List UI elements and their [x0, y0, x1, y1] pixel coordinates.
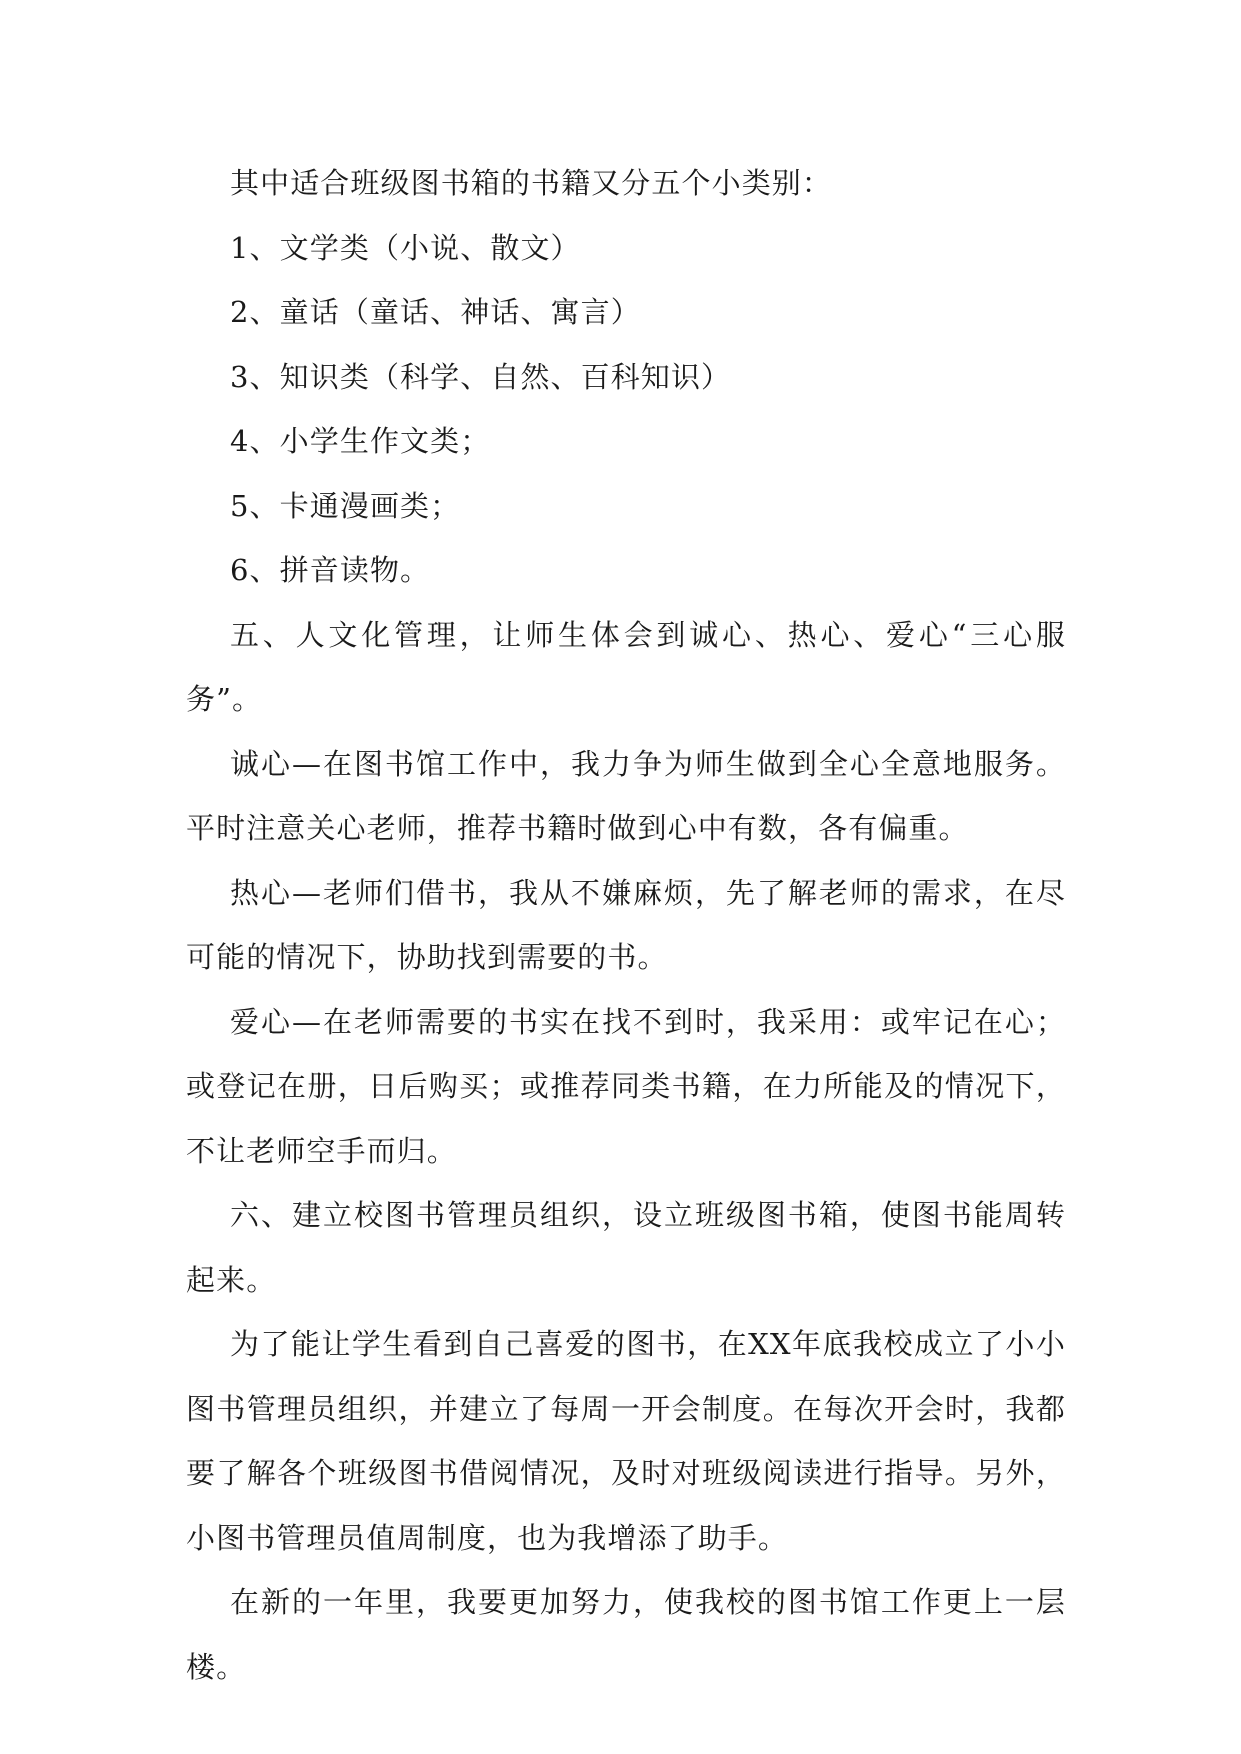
paragraph-librarian-org: 为了能让学生看到自己喜爱的图书，在XX年底我校成立了小小图书管理员组织，并建立了每周一开会制度。在每次开会时，我都要了解各个班级图书借阅情况，及时对班级阅读进行指导。另外，小图书管理员值周制度，也为我增添了助手。 [186, 1327, 1066, 1555]
list-item-pinyin: 6、拼音读物。 [230, 553, 431, 587]
document-body [186, 151, 1066, 1699]
paragraph-closing: 在新的一年里，我要更加努力，使我校的图书馆工作更上一层楼。 [186, 1585, 1066, 1684]
paragraph-love: 爱心—在老师需要的书实在找不到时，我采用：或牢记在心；或登记在册，日后购买；或推荐同类书籍，在力所能及的情况下，不让老师空手而归。 [186, 1004, 1066, 1168]
paragraph-enthusiasm: 热心—老师们借书，我从不嫌麻烦，先了解老师的需求，在尽可能的情况下，协助找到需要的书。 [186, 875, 1066, 974]
list-item-literature: 1、文学类（小说、散文） [230, 230, 581, 265]
paragraph-intro: 其中适合班级图书箱的书籍又分五个小类别： [230, 166, 833, 200]
list-item-fairy-tales: 2、童话（童话、神话、寓言） [230, 295, 641, 329]
list-item-comics: 5、卡通漫画类； [230, 488, 461, 523]
list-item-composition: 4、小学生作文类； [230, 424, 491, 458]
paragraph-sincerity: 诚心—在图书馆工作中，我力争为师生做到全心全意地服务。平时注意关心老师，推荐书籍时做到心中有数，各有偏重。 [186, 746, 1066, 845]
list-item-knowledge: 3、知识类（科学、自然、百科知识） [230, 359, 732, 394]
section-heading-six: 六、建立校图书管理员组织，设立班级图书箱，使图书能周转起来。 [186, 1198, 1066, 1297]
section-heading-five: 五、人文化管理，让师生体会到诚心、热心、爱心“三心服务”。 [186, 617, 1066, 716]
